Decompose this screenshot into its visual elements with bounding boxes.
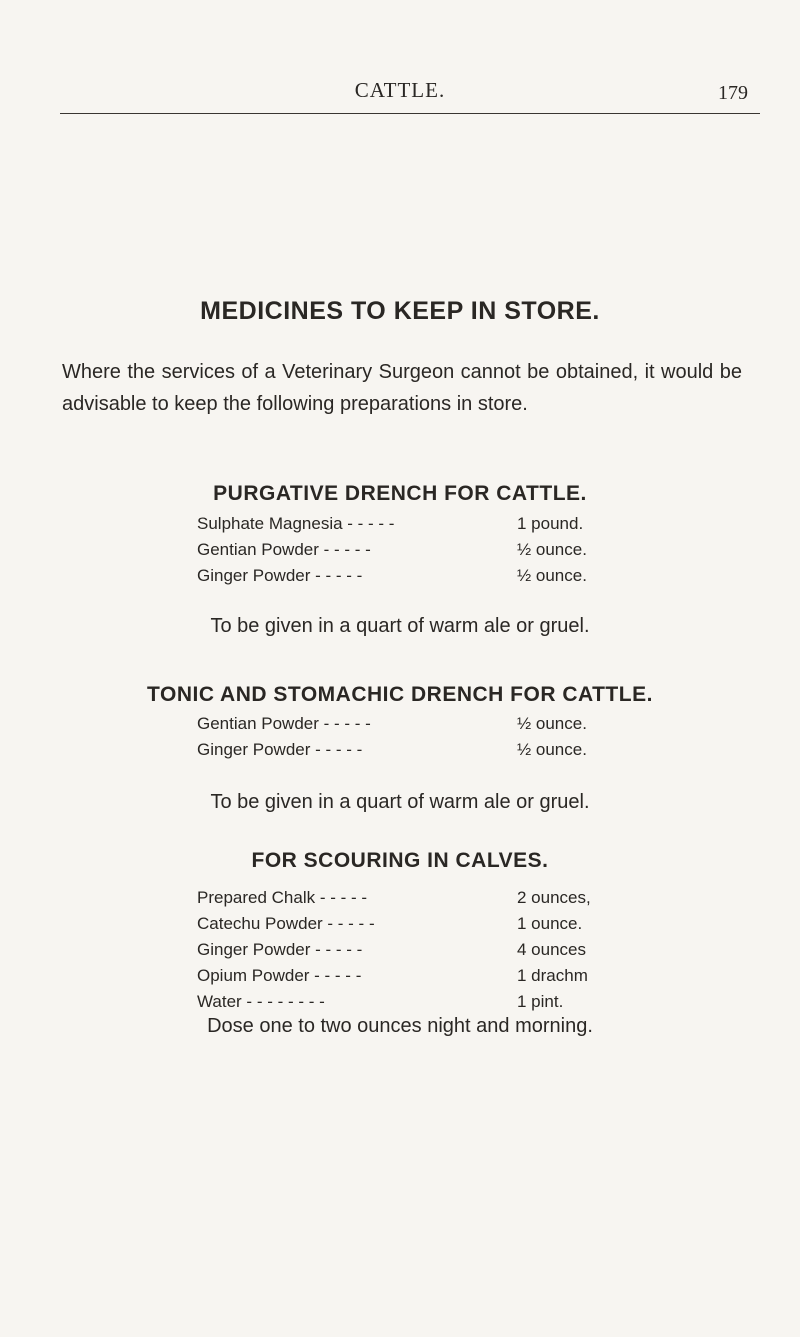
ingredient-quantity: 4 ounces [517,940,586,959]
recipe-list-scouring [197,885,627,1015]
recipe-row [197,711,627,737]
ingredient-name: Gentian Powder - - - - - [197,714,371,733]
recipe-row [197,911,627,937]
ingredient-name: Ginger Powder - - - - - [197,740,363,759]
recipe-row [197,885,627,911]
recipe-row [197,989,627,1015]
recipe-row [197,737,627,763]
ingredient-name: Ginger Powder - - - - - [197,566,363,585]
ingredient-name: Water - - - - - - - - [197,992,325,1011]
recipe-row [197,563,627,589]
dosage-note-scouring: Dose one to two ounces night and morning. [207,1015,593,1037]
ingredient-name: Prepared Chalk - - - - - [197,888,368,907]
section-heading-tonic: TONIC AND STOMACHIC DRENCH FOR CATTLE. [147,683,653,706]
ingredient-quantity: ½ ounce. [517,740,587,759]
ingredient-name: Opium Powder - - - - - [197,966,362,985]
page-number: 179 [718,82,748,104]
ingredient-quantity: 1 pint. [517,992,564,1011]
main-heading: MEDICINES TO KEEP IN STORE. [200,297,600,325]
intro-paragraph: Where the services of a Veterinary Surgeon cannot be obtained, it would be advisable to keep the following preparations in store. [62,361,742,415]
recipe-row [197,511,627,537]
ingredient-quantity: ½ ounce. [517,540,587,559]
ingredient-quantity: 1 drachm [517,966,588,985]
recipe-list-purgative [197,511,627,589]
section-heading-scouring: FOR SCOURING IN CALVES. [251,849,549,872]
ingredient-quantity: ½ ounce. [517,714,587,733]
ingredient-name: Sulphate Magnesia - - - - - [197,514,395,533]
ingredient-name: Catechu Powder - - - - - [197,914,375,933]
header-rule [60,113,760,114]
recipe-row [197,937,627,963]
ingredient-quantity: ½ ounce. [517,566,587,585]
dosage-note-purgative: To be given in a quart of warm ale or gruel. [210,615,590,637]
ingredient-quantity: 1 ounce. [517,914,583,933]
ingredient-quantity: 2 ounces, [517,888,591,907]
ingredient-name: Gentian Powder - - - - - [197,540,371,559]
ingredient-quantity: 1 pound. [517,514,584,533]
recipe-row [197,537,627,563]
section-heading-purgative: PURGATIVE DRENCH FOR CATTLE. [213,482,587,505]
dosage-note-tonic: To be given in a quart of warm ale or gruel. [210,791,590,813]
running-head: CATTLE. [354,78,446,102]
recipe-row [197,963,627,989]
ingredient-name: Ginger Powder - - - - - [197,940,363,959]
recipe-list-tonic [197,711,627,763]
